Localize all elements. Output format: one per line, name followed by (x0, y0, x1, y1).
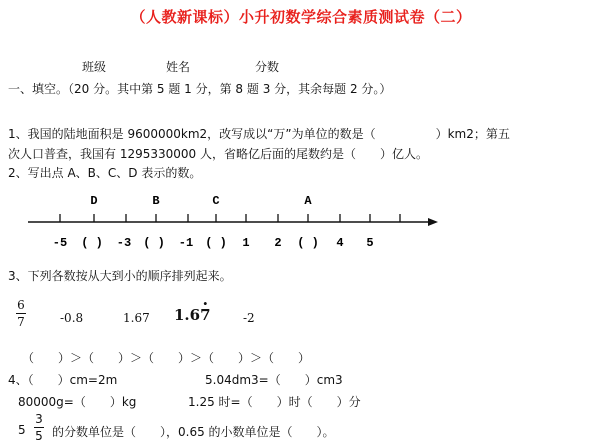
fraction-six-sevenths (16, 298, 26, 329)
number-line (0, 180, 602, 265)
number-1-67: 1.67 (123, 311, 150, 325)
question-1-line-2: 次人口普查，我国有 1295330000 人，省略亿后面的尾数约是（ ）亿人。 (8, 147, 428, 161)
question-4-line-2b: 1.25 时=（ ）时（ ）分 (188, 395, 361, 409)
question-3: 3、下列各数按从大到小的顺序排列起来。 (8, 269, 232, 283)
point-label-a: A (304, 194, 312, 208)
fraction-numerator: 6 (17, 298, 25, 312)
fraction-numerator: 3 (35, 412, 43, 426)
tick-label: ( ) (143, 236, 165, 250)
point-label-d: D (90, 194, 98, 208)
section-heading: 一、填空。（20 分。其中第 5 题 1 分，第 8 题 3 分，其余每题 2 分。） (8, 82, 392, 96)
number-repeating-1-67 (174, 306, 211, 324)
class-label: 班级 (82, 60, 107, 74)
question-2: 2、写出点 A、B、C、D 表示的数。 (8, 166, 202, 180)
tick-label: 5 (366, 236, 374, 250)
repeating-digit: · 7 (200, 306, 210, 324)
number-neg-0-8: -0.8 (60, 311, 84, 325)
tick-label: 4 (336, 236, 344, 250)
question-4-line-1a: 4、（ ）cm=2m (8, 373, 118, 387)
page-title: （人教新课标）小升初数学综合素质测试卷（二） (130, 8, 472, 26)
number-line-arrow (428, 218, 438, 226)
point-label-b: B (152, 194, 160, 208)
question-1-line-1: 1、我国的陆地面积是 9600000km2，改写成以“万”为单位的数是（ ）km2；第五 (8, 127, 510, 141)
fraction-denominator: 5 (35, 429, 43, 443)
question-3-order: （ ）＞（ ）＞（ ）＞（ ）＞（ ） (22, 351, 311, 365)
repeating-base: 1.6 (174, 306, 201, 324)
tick-label: ( ) (297, 236, 319, 250)
number-neg-2: -2 (243, 311, 255, 325)
tick-label: -3 (116, 236, 132, 250)
name-label: 姓名 (166, 60, 191, 74)
question-5-text: 的分数单位是（ ），0.65 的小数单位是（ ）。 (52, 425, 335, 439)
fraction-three-fifths (34, 412, 44, 443)
tick-label: ( ) (205, 236, 227, 250)
tick-label: 2 (274, 236, 282, 250)
tick-label: -1 (178, 236, 194, 250)
score-label: 分数 (255, 60, 280, 74)
question-5-whole: 5 (18, 423, 26, 437)
point-label-c: C (212, 194, 220, 208)
question-4-line-1b: 5.04dm3=（ ）cm3 (205, 373, 343, 387)
tick-label: ( ) (81, 236, 103, 250)
tick-label: -5 (52, 236, 68, 250)
tick-label: 1 (242, 236, 250, 250)
question-4-line-2a: 80000g=（ ）kg (18, 395, 137, 409)
fraction-denominator: 7 (17, 315, 25, 329)
